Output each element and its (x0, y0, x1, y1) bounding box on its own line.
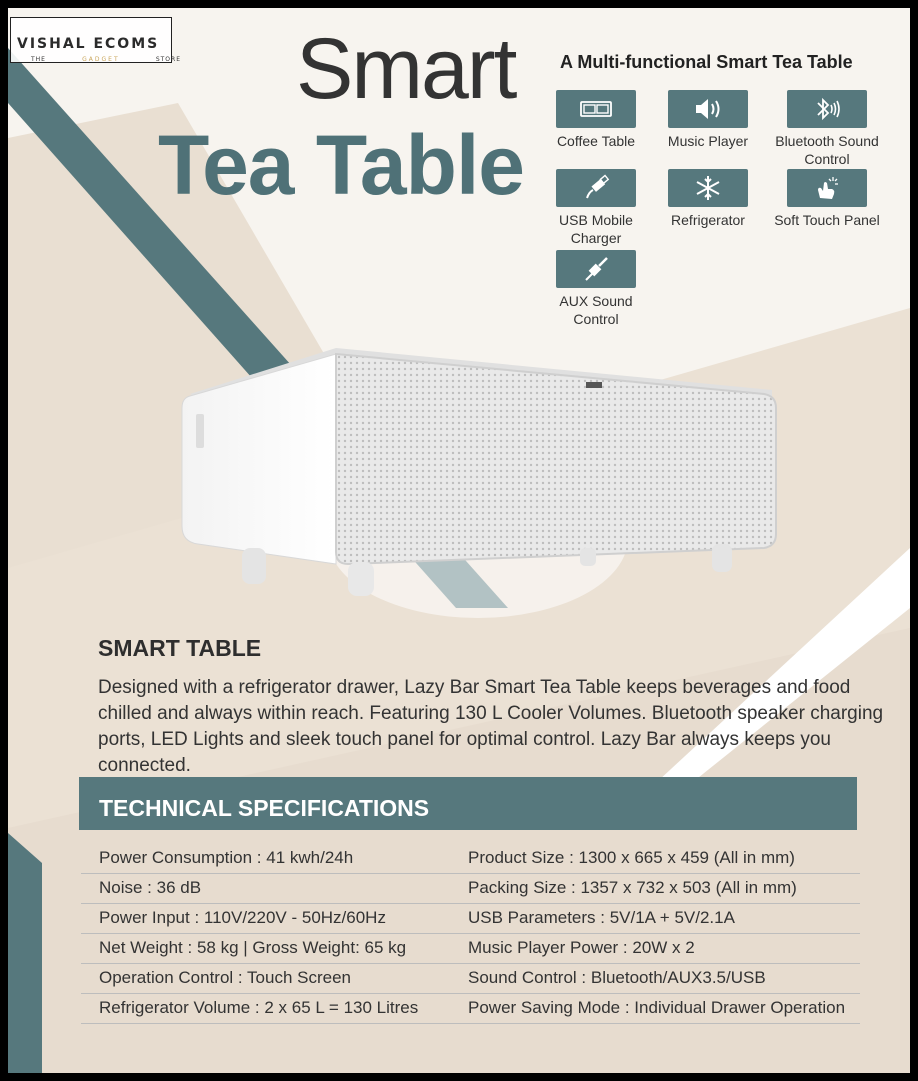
title-tea-table: Tea Table (158, 118, 525, 212)
feature-label: Soft Touch Panel (774, 212, 880, 228)
feature-aux (536, 250, 656, 329)
spec-row: Sound Control : Bluetooth/AUX3.5/USB (450, 964, 860, 994)
spec-row: Power Input : 110V/220V - 50Hz/60Hz (81, 904, 471, 934)
smart-tea-table-image (168, 336, 788, 596)
spec-row: Net Weight : 58 kg | Gross Weight: 65 kg (81, 934, 471, 964)
spec-row: Operation Control : Touch Screen (81, 964, 471, 994)
touch-icon (810, 174, 844, 202)
feature-label: Refrigerator (671, 212, 745, 228)
tagline-left: THE (31, 56, 46, 63)
brand-name: VISHAL ECOMS (17, 36, 160, 52)
snowflake-icon (691, 174, 725, 202)
bluetooth-icon (810, 95, 844, 123)
feature-label: Coffee Table (556, 133, 636, 149)
spec-row: Packing Size : 1357 x 732 x 503 (All in mm) (450, 874, 860, 904)
aux-plug-icon (579, 255, 613, 283)
spec-row: Product Size : 1300 x 665 x 459 (All in mm) (450, 844, 860, 874)
feature-usb-charger (536, 169, 656, 248)
spec-row: Refrigerator Volume : 2 x 65 L = 130 Litres (81, 994, 471, 1024)
spec-row: Music Player Power : 20W x 2 (450, 934, 860, 964)
feature-label: Music Player (667, 133, 749, 149)
spec-header-bar (79, 777, 857, 830)
features-heading: A Multi-functional Smart Tea Table (560, 52, 853, 72)
feature-refrigerator (648, 169, 768, 229)
spec-row: Noise : 36 dB (81, 874, 471, 904)
brand-tagline (31, 56, 181, 63)
spec-row: Power Consumption : 41 kwh/24h (81, 844, 471, 874)
brand-logo (10, 17, 181, 63)
poster (8, 8, 910, 1073)
tagline-right: STORE (155, 56, 181, 63)
spec-column-right (450, 844, 860, 1024)
feature-label: USB Mobile Charger (559, 212, 633, 247)
smart-table-title: SMART TABLE (98, 635, 262, 661)
feature-label: Bluetooth Sound Control (775, 133, 879, 168)
feature-label: AUX Sound Control (559, 293, 633, 328)
feature-music-player (648, 90, 768, 150)
feature-coffee-table (536, 90, 656, 150)
feature-touch-panel (767, 169, 887, 229)
feature-bluetooth (767, 90, 887, 169)
coffee-table-icon (579, 95, 613, 123)
usb-icon (579, 174, 613, 202)
title-smart: Smart (296, 21, 516, 117)
spec-row: USB Parameters : 5V/1A + 5V/2.1A (450, 904, 860, 934)
spec-column-left (81, 844, 471, 1024)
spec-title: TECHNICAL SPECIFICATIONS (99, 795, 430, 821)
speaker-icon (691, 95, 725, 123)
smart-table-description: Designed with a refrigerator drawer, Lazy Bar Smart Tea Table keeps beverages and food chilled and always within reach. Featuring 130 L Cooler Volumes. Bluetooth speaker charging ports, LED Lights and sleek touch panel for optimal control. Lazy Bar always keeps you connected. (98, 677, 884, 776)
spec-row: Power Saving Mode : Individual Drawer Operation (450, 994, 860, 1024)
tagline-mid: GADGET (82, 56, 120, 63)
